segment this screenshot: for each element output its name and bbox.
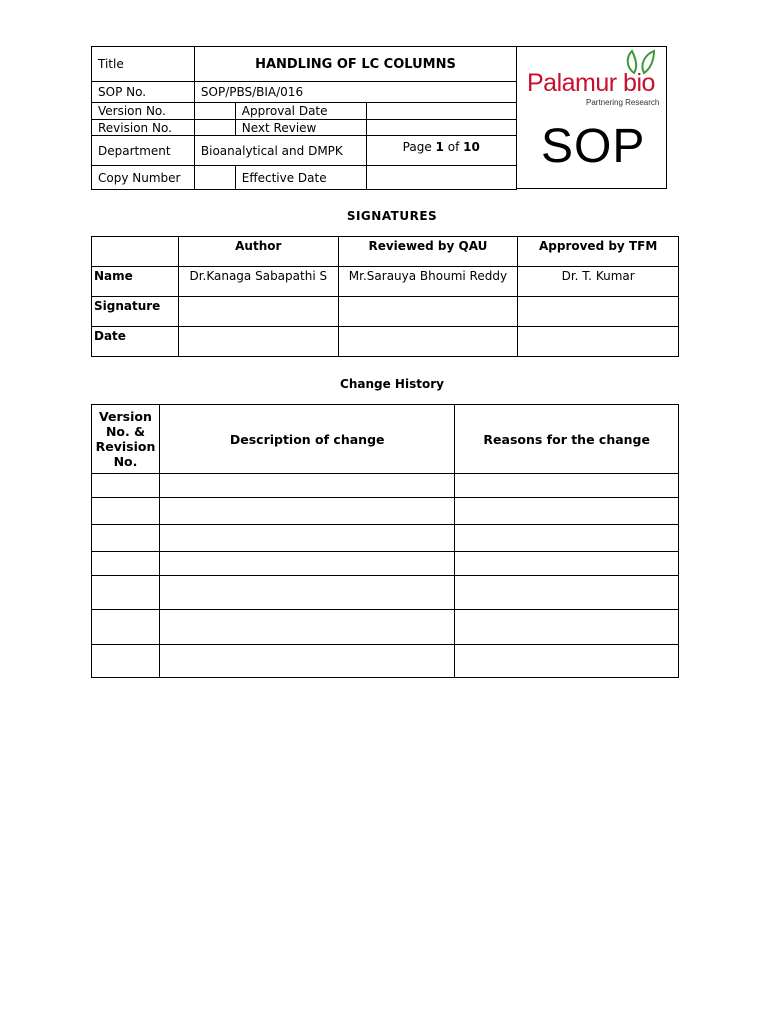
change-history-title: Change History — [340, 377, 444, 391]
signatures-table — [91, 236, 679, 357]
reviewer-date — [338, 327, 518, 357]
sop-badge: SOP — [541, 120, 646, 173]
signatures-title: SIGNATURES — [346, 209, 438, 223]
next-review-value — [366, 120, 517, 136]
column-header-author: Author — [178, 237, 338, 267]
reviewer-signature — [338, 297, 518, 327]
effective-date-label: Effective Date — [235, 166, 366, 190]
table-cell — [455, 474, 679, 498]
reviewer-name: Mr.Sarauya Bhoumi Reddy — [338, 267, 518, 297]
table-cell — [92, 474, 160, 498]
approver-name: Dr. T. Kumar — [518, 267, 679, 297]
document-title: HANDLING OF LC COLUMNS — [194, 47, 516, 82]
column-header-reviewed-by: Reviewed by QAU — [338, 237, 518, 267]
table-row — [92, 474, 679, 498]
table-cell — [159, 610, 454, 645]
table-cell — [92, 552, 160, 576]
company-tagline: Partnering Research — [586, 98, 660, 107]
table-cell — [455, 552, 679, 576]
table-row — [92, 525, 679, 552]
revision-no-value — [194, 120, 235, 136]
table-cell — [92, 610, 160, 645]
version-no-label: Version No. — [92, 103, 195, 120]
author-name: Dr.Kanaga Sabapathi S — [178, 267, 338, 297]
table-cell — [92, 645, 160, 678]
column-header-reasons: Reasons for the change — [455, 405, 679, 474]
row-label-signature: Signature — [92, 297, 179, 327]
row-label-date: Date — [92, 327, 179, 357]
copy-number-label: Copy Number — [92, 166, 195, 190]
effective-date-value — [366, 166, 517, 190]
table-cell — [92, 498, 160, 525]
table-cell — [159, 576, 454, 610]
table-cell — [159, 645, 454, 678]
page-total: 10 — [463, 140, 480, 154]
table-row — [92, 645, 679, 678]
approver-signature — [518, 297, 679, 327]
page-of: of — [447, 140, 460, 154]
table-row — [92, 498, 679, 525]
row-label-name: Name — [92, 267, 179, 297]
copy-number-value — [194, 166, 235, 190]
table-cell — [92, 576, 160, 610]
page-indicator — [366, 136, 517, 166]
revision-no-label: Revision No. — [92, 120, 195, 136]
table-cell — [455, 610, 679, 645]
column-header-description: Description of change — [159, 405, 454, 474]
table-row — [92, 552, 679, 576]
approval-date-label: Approval Date — [235, 103, 366, 120]
approval-date-value — [366, 103, 517, 120]
sop-no-value: SOP/PBS/BIA/016 — [194, 82, 516, 103]
author-date — [178, 327, 338, 357]
table-cell — [159, 525, 454, 552]
department-value: Bioanalytical and DMPK — [194, 136, 366, 166]
table-cell — [455, 525, 679, 552]
sop-header-table — [91, 46, 517, 190]
column-header-approved-by: Approved by TFM — [518, 237, 679, 267]
sop-no-label: SOP No. — [92, 82, 195, 103]
table-cell — [159, 474, 454, 498]
change-history-table — [91, 404, 679, 678]
title-label: Title — [92, 47, 195, 82]
table-row — [92, 576, 679, 610]
table-cell — [92, 525, 160, 552]
company-name: Palamur bio — [527, 69, 655, 97]
table-cell — [455, 645, 679, 678]
department-label: Department — [92, 136, 195, 166]
version-no-value — [194, 103, 235, 120]
approver-date — [518, 327, 679, 357]
signatures-corner-cell — [92, 237, 179, 267]
column-header-version-revision: Version No. & Revision No. — [92, 405, 160, 474]
table-cell — [159, 498, 454, 525]
company-logo-box — [516, 46, 667, 189]
table-row — [92, 610, 679, 645]
page-prefix: Page — [402, 140, 432, 154]
table-cell — [159, 552, 454, 576]
next-review-label: Next Review — [235, 120, 366, 136]
table-cell — [455, 498, 679, 525]
table-cell — [455, 576, 679, 610]
author-signature — [178, 297, 338, 327]
page-current: 1 — [435, 140, 444, 154]
